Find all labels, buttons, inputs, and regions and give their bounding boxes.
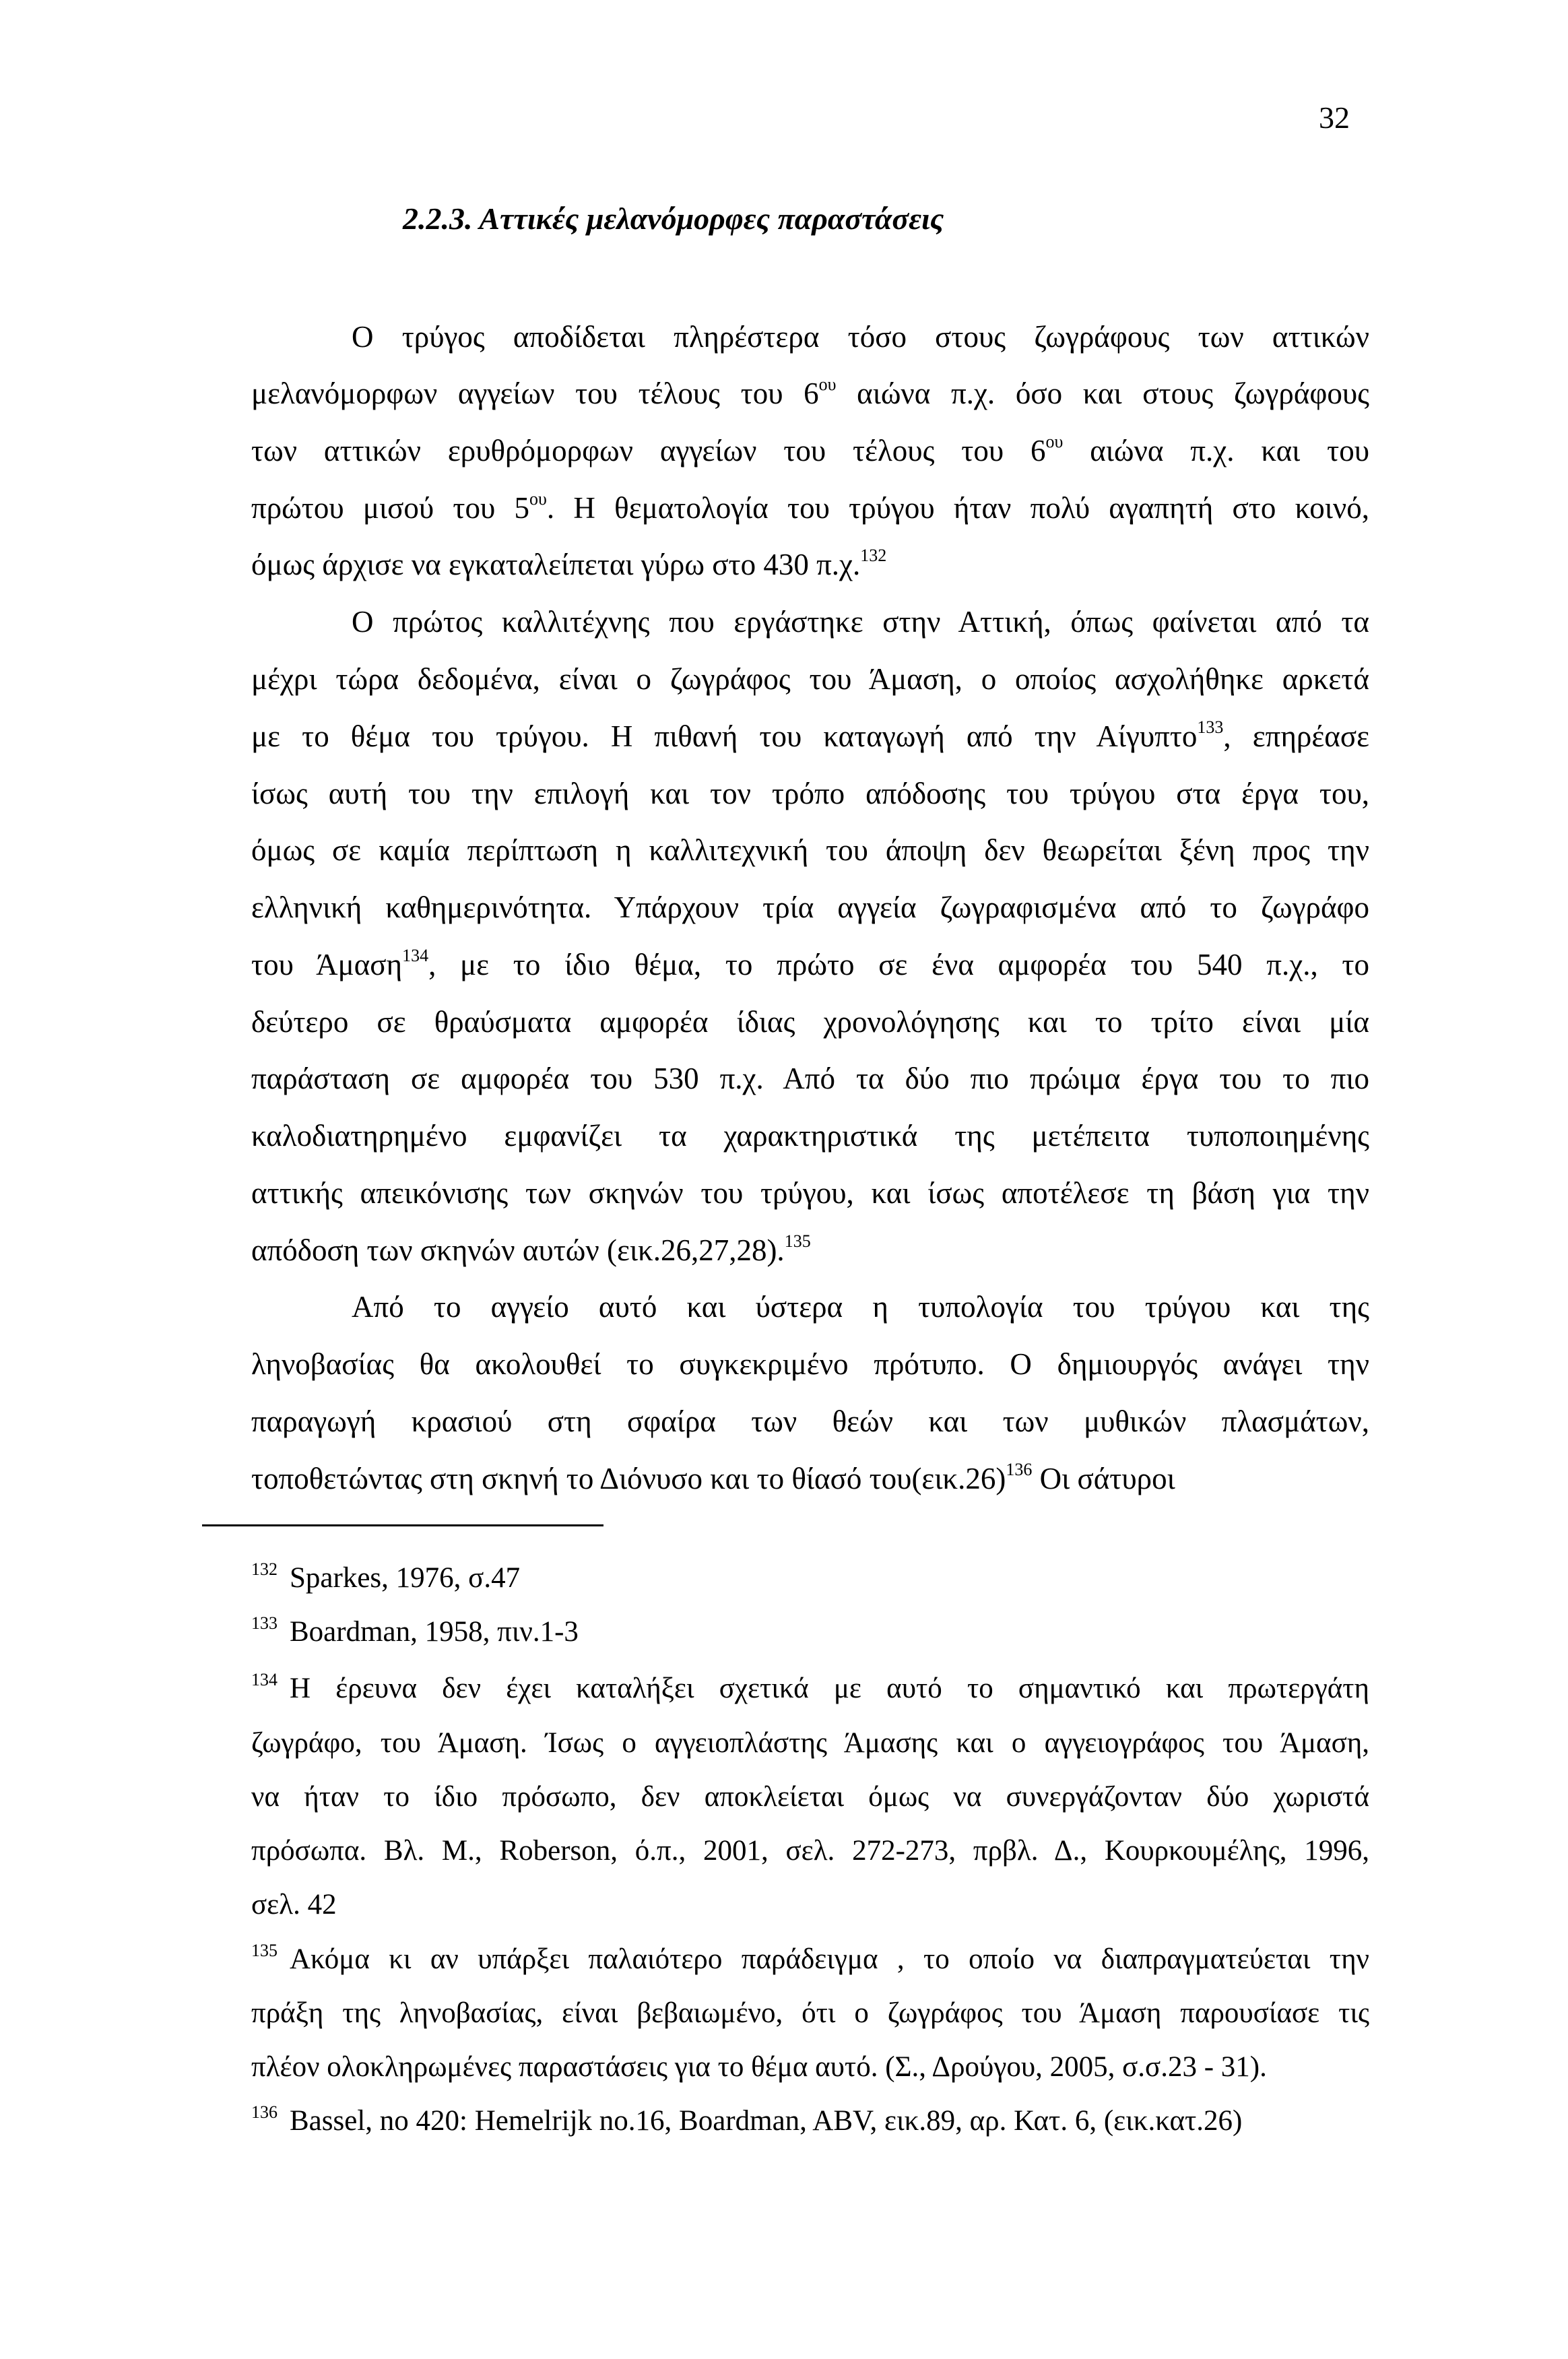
superscript: ου	[1045, 432, 1064, 451]
text-run: ληνοβασίας θα ακολουθεί το συγκεκριμένο πρότυπο. Ο δημιουργός ανάγει την	[251, 1347, 1369, 1381]
text-run: με το θέμα του τρύγου. Η πιθανή του καταγωγή από την Αίγυπτο	[251, 719, 1198, 753]
text-run: . Η θεματολογία του τρύγου ήταν πολύ αγαπητή στο κοινό,	[546, 491, 1369, 525]
paragraph-2-line	[251, 831, 1369, 869]
paragraph-2-line	[251, 1003, 1369, 1041]
superscript: ου	[818, 375, 837, 394]
paragraph-2-line	[251, 888, 1369, 926]
text-run: παράσταση σε αμφορέα του 530 π.χ. Από τα δύο πιο πρώιμα έργα του το πιο	[251, 1062, 1369, 1095]
text-run: ελληνική καθημερινότητα. Υπάρχουν τρία αγγεία ζωγραφισμένα από το ζωγράφο	[251, 891, 1369, 924]
text-run: , επηρέασε	[1223, 719, 1370, 753]
paragraph-1-line	[251, 375, 1369, 412]
footnote-136-line	[251, 2103, 1369, 2139]
text-run: Ο τρύγος αποδίδεται πληρέστερα τόσο στους ζωγράφους των αττικών	[352, 320, 1369, 354]
superscript: 135	[784, 1231, 811, 1251]
text-run: του Άμαση	[251, 948, 403, 981]
footnote-text: σελ. 42	[251, 1889, 337, 1920]
text-run: τοποθετώντας στη σκηνή το Διόνυσο και το θίασό του(εικ.26)	[251, 1462, 1006, 1495]
footnote-number: 133	[251, 1613, 277, 1633]
footnote-132-line	[251, 1560, 1369, 1596]
footnote-134-line	[251, 1725, 1369, 1762]
page-number: 32	[1319, 100, 1350, 135]
text-run: αττικής απεικόνισης των σκηνών του τρύγου, και ίσως αποτέλεσε τη βάση για την	[251, 1176, 1369, 1210]
footnote-number: 135	[251, 1941, 277, 1960]
footnote-text: ζωγράφο, του Άμαση. Ίσως ο αγγειοπλάστης Άμασης και ο αγγειογράφος του Άμαση,	[251, 1727, 1369, 1759]
footnote-separator	[202, 1524, 603, 1526]
paragraph-2-line	[251, 775, 1369, 812]
footnote-text: πράξη της ληνοβασίας, είναι βεβαιωμένο, ότι ο ζωγράφος του Άμαση παρουσίασε τις	[251, 1997, 1369, 2029]
footnote-133-line	[251, 1614, 1369, 1650]
footnote-text: Η έρευνα δεν έχει καταλήξει σχετικά με αυτό το σημαντικό και πρωτεργάτη	[290, 1673, 1369, 1704]
footnote-text: να ήταν το ίδιο πρόσωπο, δεν αποκλείεται όμως να συνεργάζονταν δύο χωριστά	[251, 1781, 1369, 1813]
text-run: απόδοση των σκηνών αυτών (εικ.26,27,28).	[251, 1233, 785, 1267]
superscript: 134	[402, 946, 429, 965]
footnote-text: Boardman, 1958, πιν.1-3	[290, 1616, 579, 1648]
paragraph-2-line	[251, 1231, 1369, 1269]
superscript: 136	[1006, 1460, 1033, 1479]
paragraph-2-line	[251, 1117, 1369, 1155]
footnote-135-line	[251, 2049, 1369, 2086]
paragraph-2-line	[251, 1060, 1369, 1097]
section-heading	[403, 201, 944, 236]
paragraph-2-line	[251, 717, 1369, 755]
footnote-text: πλέον ολοκληρωμένες παραστάσεις για το θέμα αυτό. (Σ., Δρούγου, 2005, σ.σ.23 - 31).	[251, 2051, 1267, 2083]
text-run: Ο πρώτος καλλιτέχνης που εργάστηκε στην Αττική, όπως φαίνεται από τα	[352, 605, 1369, 639]
paragraph-1-line	[251, 489, 1369, 527]
superscript: 132	[860, 546, 887, 565]
footnote-134-line	[251, 1779, 1369, 1815]
text-run: δεύτερο σε θραύσματα αμφορέα ίδιας χρονολόγησης και το τρίτο είναι μία	[251, 1005, 1369, 1039]
footnote-135-line	[251, 1941, 1369, 1978]
footnote-134-line	[251, 1833, 1369, 1869]
text-run: Οι σάτυροι	[1032, 1462, 1175, 1495]
footnote-number: 136	[251, 2102, 277, 2122]
footnote-134-line	[251, 1887, 1369, 1923]
text-run: αιώνα π.χ. όσο και στους ζωγράφους	[836, 377, 1369, 410]
text-run: όμως σε καμία περίπτωση η καλλιτεχνική του άποψη δεν θεωρείται ξένη προς την	[251, 833, 1369, 867]
text-run: Από το αγγείο αυτό και ύστερα η τυπολογία του τρύγου και της	[352, 1290, 1369, 1324]
footnote-text: πρόσωπα. Βλ. Μ., Roberson, ό.π., 2001, σελ. 272-273, πρβλ. Δ., Κουρκουμέλης, 1996,	[251, 1835, 1369, 1867]
paragraph-3-line	[352, 1288, 1369, 1326]
text-run: μέχρι τώρα δεδομένα, είναι ο ζωγράφος του Άμαση, ο οποίος ασχολήθηκε αρκετά	[251, 662, 1369, 696]
footnote-text: Ακόμα κι αν υπάρξει παλαιότερο παράδειγμα , το οποίο να διαπραγματεύεται την	[290, 1943, 1369, 1975]
footnote-134-line	[251, 1671, 1369, 1707]
paragraph-3-line	[251, 1345, 1369, 1383]
footnote-text: Bassel, no 420: Hemelrijk no.16, Boardman, ABV, εικ.89, αρ. Κατ. 6, (εικ.κατ.26)	[290, 2105, 1243, 2137]
text-run: των αττικών ερυθρόμορφων αγγείων του τέλους του 6	[251, 434, 1046, 467]
text-run: καλοδιατηρημένο εμφανίζει τα χαρακτηριστικά της μετέπειτα τυποποιημένης	[251, 1119, 1369, 1153]
footnote-135-line	[251, 1995, 1369, 2032]
paragraph-2-line	[352, 603, 1369, 641]
paragraph-3-line	[251, 1402, 1369, 1440]
footnote-number: 132	[251, 1559, 277, 1579]
paragraph-1-line	[251, 546, 1369, 583]
section-title: Αττικές μελανόμορφες παραστάσεις	[479, 201, 944, 236]
text-run: παραγωγή κρασιού στη σφαίρα των θεών και των μυθικών πλασμάτων,	[251, 1404, 1369, 1438]
superscript: 133	[1197, 717, 1224, 737]
text-run: ίσως αυτή του την επιλογή και τον τρόπο απόδοσης του τρύγου στα έργα του,	[251, 777, 1369, 810]
paragraph-3-line	[251, 1460, 1369, 1497]
text-run: αιώνα π.χ. και του	[1063, 434, 1370, 467]
paragraph-2-line	[251, 1174, 1369, 1212]
text-run: , με το ίδιο θέμα, το πρώτο σε ένα αμφορέα του 540 π.χ., το	[428, 948, 1370, 981]
paragraph-1-line	[251, 432, 1369, 470]
paragraph-1-line	[352, 318, 1369, 356]
section-number: 2.2.3.	[403, 201, 473, 236]
superscript: ου	[529, 489, 547, 509]
footnote-text: Sparkes, 1976, σ.47	[290, 1562, 521, 1594]
paragraph-2-line	[251, 946, 1369, 983]
paragraph-2-line	[251, 660, 1369, 698]
text-run: μελανόμορφων αγγείων του τέλους του 6	[251, 377, 819, 410]
text-run: όμως άρχισε να εγκαταλείπεται γύρω στο 430 π.χ.	[251, 548, 861, 581]
text-run: πρώτου μισού του 5	[251, 491, 530, 525]
footnote-number: 134	[251, 1670, 277, 1689]
